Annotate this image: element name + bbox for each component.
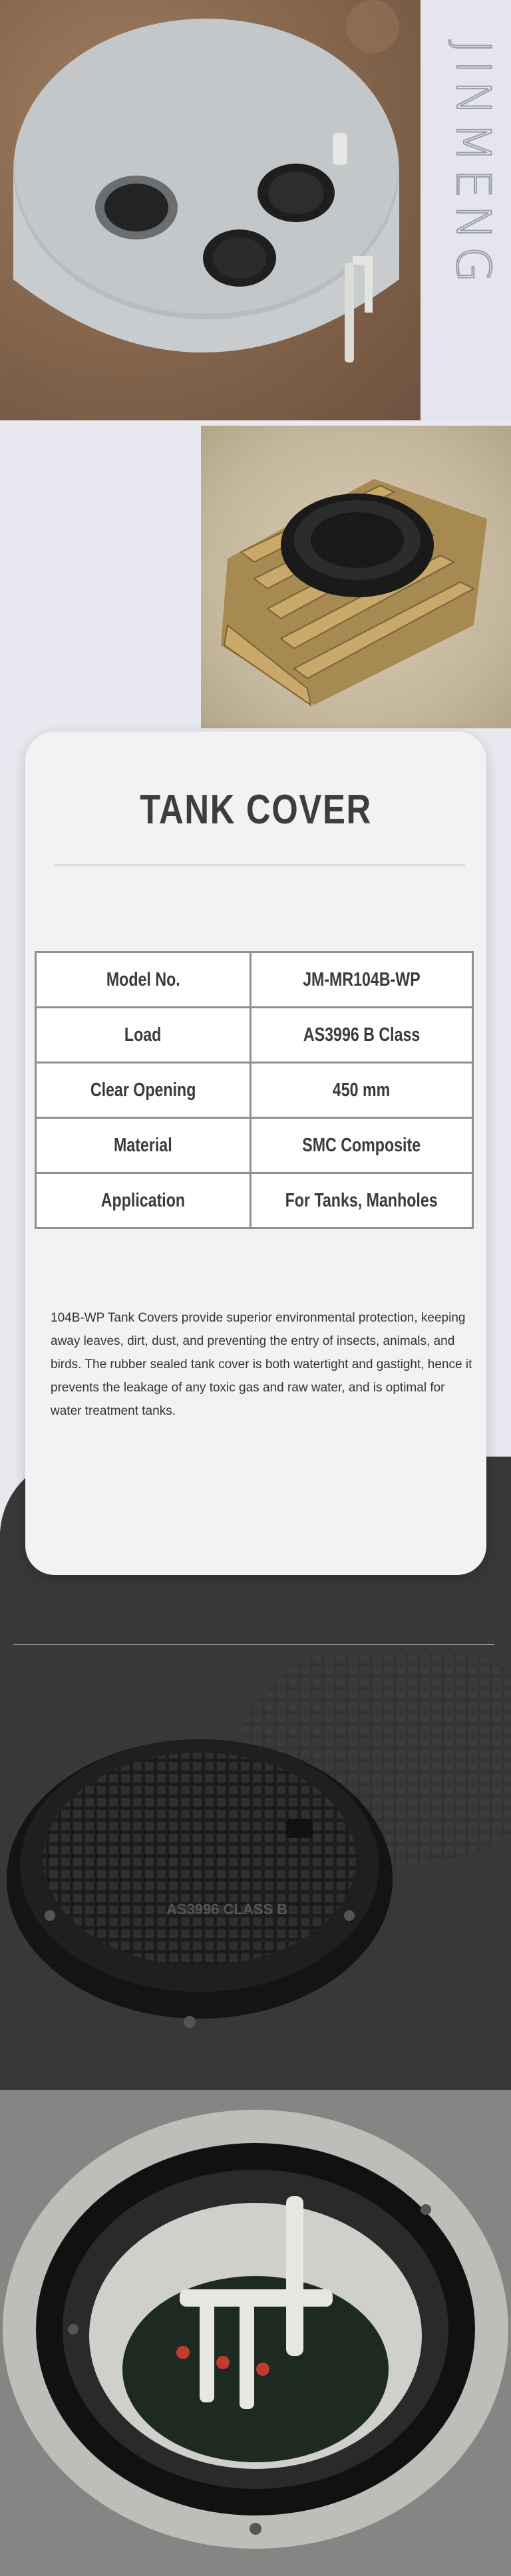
tank-top-photo [0,0,421,420]
product-description: 104B-WP Tank Covers provide superior environmental protection, keeping away leaves, dirt, dust, and preventing the entry of insects, animals, and birds. The rubber sealed tank cover is both watertight and gastight, hence it prevents the leakage of any toxic gas and raw water, and is optimal for water treatment tanks. [51,1311,472,1418]
spec-label: Model No. [36,952,251,1008]
spec-label: Application [36,1173,251,1228]
spec-table [35,951,474,1229]
spec-value: JM-MR104B-WP [250,952,472,1008]
table-row [36,1063,473,1118]
cover-illustration [0,1653,511,2092]
spec-value: For Tanks, Manholes [250,1173,472,1228]
table-row [36,1008,473,1063]
cover-marking: AS3996 CLASS B [166,1901,288,1918]
installed-tank-photo [0,2090,511,2576]
tank-cover-product-photo [0,1653,511,2092]
hero-banner [0,0,511,420]
brand-logo-text: JINMENG [446,40,500,289]
spec-value: AS3996 B Class [250,1008,472,1063]
spec-label: Load [36,1008,251,1063]
spec-value: 450 mm [250,1063,472,1118]
pallet-cover-photo [201,426,511,728]
tank-illustration [0,0,421,420]
table-row [36,1173,473,1228]
table-row [36,1118,473,1173]
spec-label: Material [36,1118,251,1173]
table-row [36,952,473,1008]
spec-label: Clear Opening [36,1063,251,1118]
section-divider [13,1644,494,1645]
page-title: TANK COVER [140,787,372,833]
brand-strip [421,0,511,420]
installed-illustration [0,2090,511,2576]
spec-card [25,732,486,1575]
spec-value: SMC Composite [250,1118,472,1173]
pallet-illustration [201,426,511,728]
